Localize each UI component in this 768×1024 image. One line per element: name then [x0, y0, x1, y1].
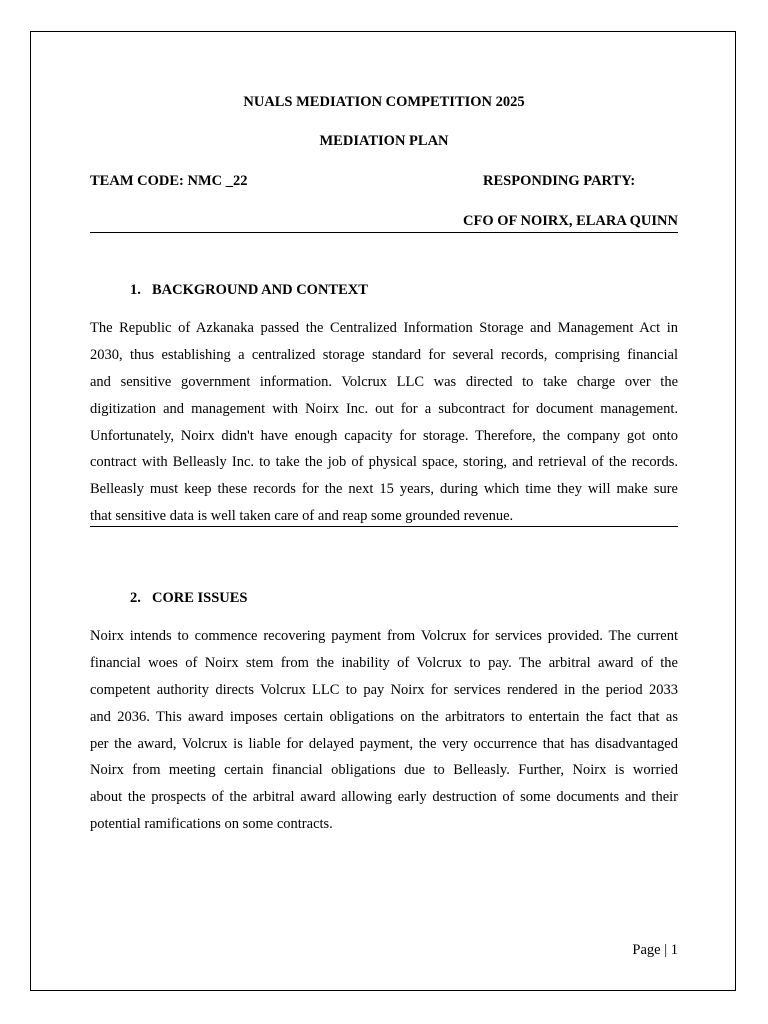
paragraph-line: per the award, Volcrux is liable for delayed payment, the very occurrence that has disadvantaged — [90, 735, 678, 752]
paragraph-line: Belleasly must keep these records for the next 15 years, during which time they will make sure — [90, 481, 678, 498]
section-heading-background — [130, 281, 368, 299]
plan-title: MEDIATION PLAN — [319, 133, 449, 149]
paragraph-line: Noirx intends to commence recovering payment from Volcrux for services provided. The current — [90, 628, 678, 644]
section-title: BACKGROUND AND CONTEXT — [152, 282, 368, 298]
responding-party-name: CFO OF NOIRX, ELARA QUINN — [463, 213, 678, 229]
paragraph-line: Unfortunately, Noirx didn't have enough capacity for storage. Therefore, the company got onto — [90, 427, 678, 444]
paragraph-line: contract with Belleasly Inc. to take the job of physical space, storing, and retrieval of the records. — [90, 454, 678, 471]
core-issues-paragraph — [90, 623, 678, 838]
team-code: TEAM CODE: NMC _22 — [90, 173, 248, 189]
paragraph-line: that sensitive data is well taken care of and reap some grounded revenue. — [90, 508, 514, 525]
page-number: Page | 1 — [632, 942, 678, 958]
competition-title: NUALS MEDIATION COMPETITION 2025 — [243, 94, 525, 110]
header-divider — [90, 232, 678, 233]
paragraph-line: The Republic of Azkanaka passed the Centralized Information Storage and Management Act in — [90, 320, 678, 336]
paragraph-line: potential ramifications on some contracts. — [90, 816, 333, 833]
section-divider — [90, 526, 678, 527]
paragraph-line: and sensitive government information. Volcrux LLC was directed to take charge over the — [90, 373, 678, 390]
section-heading-core-issues — [130, 589, 248, 607]
section-title: CORE ISSUES — [152, 590, 248, 606]
paragraph-line: financial woes of Noirx stem from the inability of Volcrux to pay. The arbitral award of the — [90, 654, 678, 671]
responding-party-label: RESPONDING PARTY: — [483, 173, 636, 189]
section-number: 1. — [130, 282, 141, 298]
paragraph-line: and 2036. This award imposes certain obligations on the arbitrators to entertain the fact that as — [90, 708, 678, 725]
paragraph-line: about the prospects of the arbitral award allowing early destruction of some documents and their — [90, 789, 678, 806]
paragraph-line: digitization and management with Noirx Inc. out for a subcontract for document management. — [90, 400, 678, 417]
background-paragraph — [90, 315, 678, 530]
paragraph-line: Noirx from meeting certain financial obligations due to Belleasly. Further, Noirx is worried — [90, 762, 678, 779]
paragraph-line: 2030, thus establishing a centralized storage standard for several records, comprising financial — [90, 346, 678, 363]
section-number: 2. — [130, 590, 141, 606]
paragraph-line: competent authority directs Volcrux LLC to pay Noirx for services rendered in the period 2033 — [90, 681, 678, 698]
